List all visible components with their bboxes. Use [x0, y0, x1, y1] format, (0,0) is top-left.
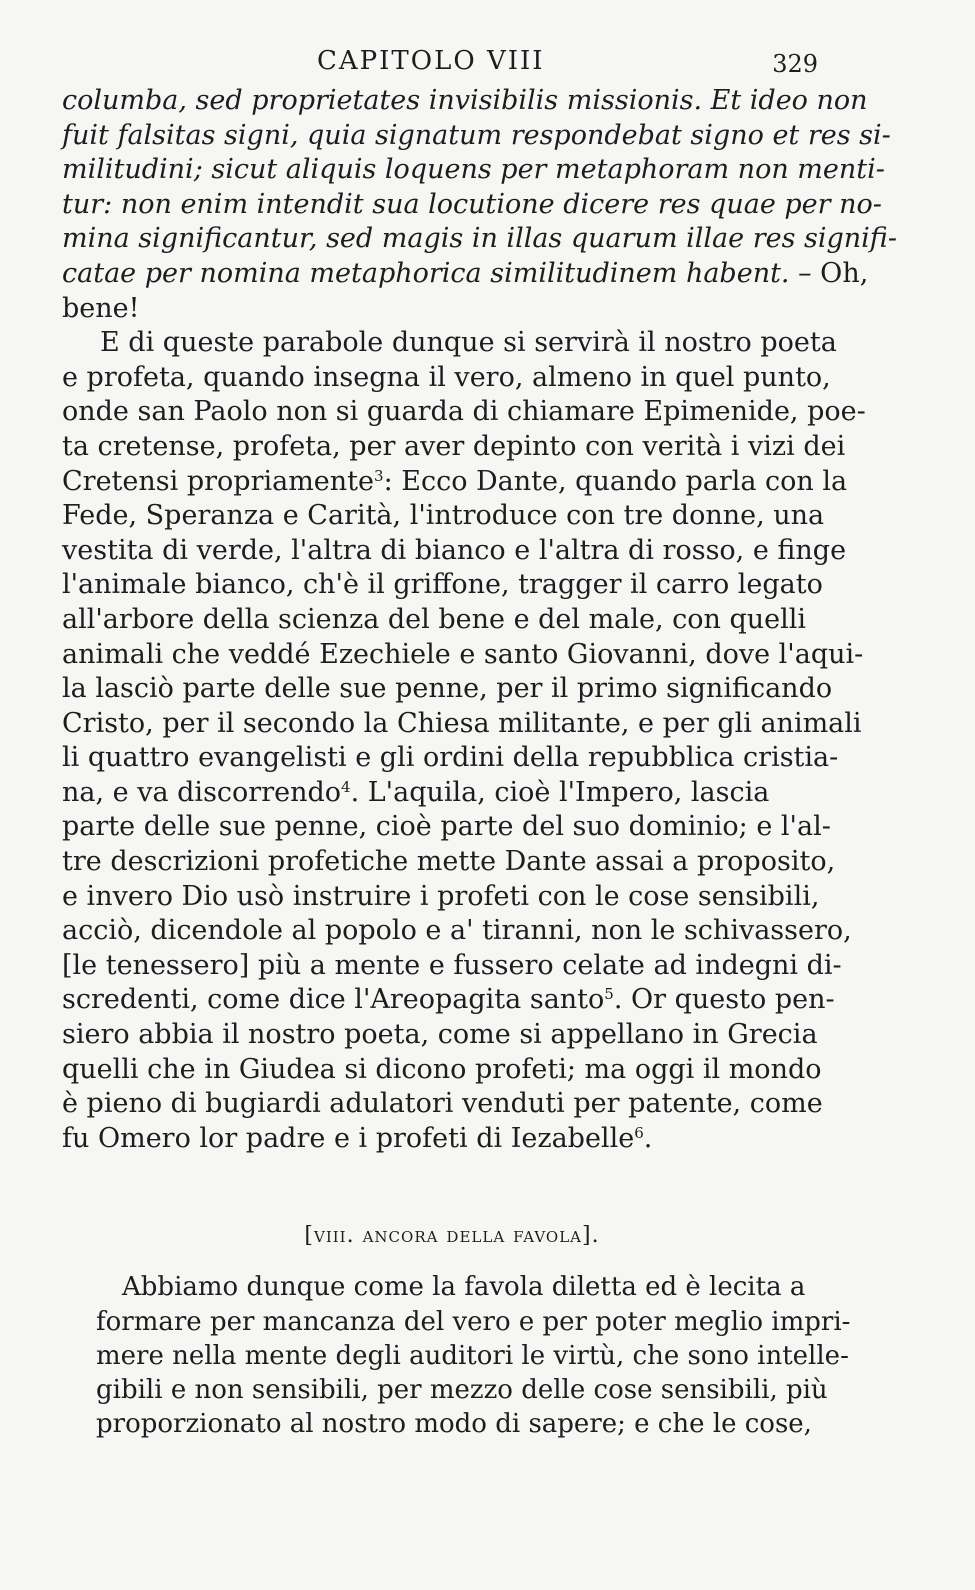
text-line: vestita di verde, l'altra di bianco e l'altra di rosso, e finge: [62, 534, 847, 566]
text-line: [62, 257, 869, 292]
latin-quotation: [62, 84, 897, 326]
text-line: li quattro evangelisti e gli ordini della repubblica cristia-: [62, 742, 839, 774]
text-fragment: . Or questo pen-: [613, 984, 835, 1016]
text-line: E di queste parabole dunque si servirà il nostro poeta: [100, 327, 837, 359]
text-line: [62, 1122, 842, 1157]
text-fragment: . L'aquila, cioè l'Impero, lascia: [350, 776, 770, 808]
text-line: [62, 776, 842, 811]
footnote-marker: 4: [341, 777, 351, 796]
text-line: acciò, dicendole al popolo e a' tiranni, non le schivassero,: [62, 915, 852, 947]
footnote-marker: 3: [374, 466, 384, 485]
text-fragment: na, e va discorrendo: [62, 776, 342, 808]
text-line: gibili e non sensibili, per mezzo delle cose sensibili, più: [96, 1374, 828, 1405]
chapter-title: CAPITOLO VIII: [317, 46, 545, 76]
text-fragment: : Ecco Dante, quando parla con la: [383, 465, 848, 497]
text-line: fuit falsitas signi, quia signatum respondebat signo et res si-: [62, 119, 891, 151]
text-line: parte delle sue penne, cioè parte del suo dominio; e l'al-: [62, 811, 831, 843]
text-line: militudini; sicut aliquis loquens per metaphoram non menti-: [62, 154, 885, 186]
text-line: proporzionato al nostro modo di sapere; e che le cose,: [96, 1409, 812, 1440]
text-line: la lasciò parte delle sue penne, per il primo significando: [62, 673, 833, 705]
text-line: quelli che in Giudea si dicono profeti; ma oggi il mondo: [62, 1053, 822, 1085]
text-line: tre descrizioni profetiche mette Dante assai a proposito,: [62, 846, 836, 878]
text-line: [62, 983, 842, 1018]
text-fragment: fu Omero lor padre e i profeti di Iezabelle: [62, 1122, 635, 1154]
footnote-marker: 5: [604, 985, 614, 1004]
book-page: [62, 42, 897, 1441]
text-line: Fede, Speranza e Carità, l'introduce con tre donne, una: [62, 500, 825, 532]
text-line: ta cretense, profeta, per aver depinto con verità i vizi dei: [62, 430, 846, 462]
text-fragment: Cretensi propriamente: [62, 465, 375, 497]
text-line: l'animale bianco, ch'è il griffone, tragger il carro legato: [62, 569, 823, 601]
footnote-marker: 6: [634, 1123, 644, 1142]
text-line: e invero Dio usò instruire i profeti con le cose sensibili,: [62, 880, 820, 912]
text-line: [62, 465, 848, 500]
text-line: Cristo, per il secondo la Chiesa militante, e per gli animali: [62, 707, 862, 739]
section-heading: [viii. ancora della favola].: [304, 1223, 600, 1249]
text-line: [le tenessero] più a mente e fussero celate ad indegni di-: [62, 949, 842, 981]
text-line: mere nella mente degli auditori le virtù, che sono intelle-: [96, 1340, 849, 1371]
text-line: Abbiamo dunque come la favola diletta ed è lecita a: [122, 1272, 806, 1303]
text-line: formare per mancanza del vero e per poter meglio impri-: [96, 1306, 851, 1337]
text-line: animali che veddé Ezechiele e santo Giovanni, dove l'aqui-: [62, 638, 864, 670]
text-line: e profeta, quando insegna il vero, almeno in quel punto,: [62, 361, 831, 393]
section-paragraph: [96, 1270, 851, 1441]
text-line: all'arbore della scienza del bene e del male, con quelli: [62, 603, 807, 635]
interjection: – Oh,: [789, 257, 869, 289]
running-head: [62, 42, 842, 84]
body-paragraph: [62, 326, 866, 1156]
text-line: mina significantur, sed magis in illas quarum illae res signifi-: [62, 223, 897, 255]
latin-fragment: catae per nomina metaphorica similitudinem habent.: [62, 257, 790, 289]
text-fragment: .: [643, 1122, 653, 1154]
text-line: tur: non enim intendit sua locutione dicere res quae per no-: [62, 188, 882, 220]
text-line: columba, sed proprietates invisibilis missionis. Et ideo non: [62, 85, 868, 116]
text-line: onde san Paolo non si guarda di chiamare Epimenide, poe-: [62, 396, 866, 428]
page-number: 329: [772, 50, 818, 78]
text-fragment: scredenti, come dice l'Areopagita santo: [62, 984, 605, 1016]
text-line: siero abbia il nostro poeta, come si appellano in Grecia: [62, 1019, 818, 1051]
text-line: bene!: [62, 292, 140, 324]
text-line: è pieno di bugiardi adulatori venduti per patente, come: [62, 1088, 823, 1120]
